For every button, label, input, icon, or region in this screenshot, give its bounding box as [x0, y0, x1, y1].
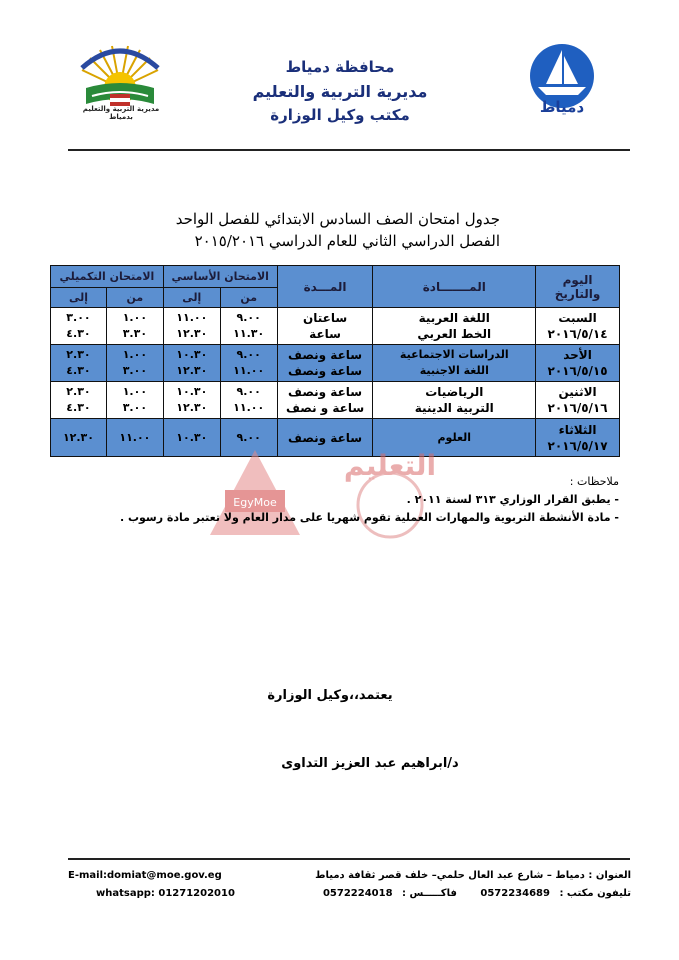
supp-from-cell: ١.٠٠ ٣.٣٠: [106, 308, 163, 345]
header-basic-to: إلى: [163, 288, 220, 308]
schedule-subtitle: الفصل الدراسي الثاني للعام الدراسي ٢٠١٥/٢٠١٦: [194, 232, 500, 250]
day-cell: السبت ٢٠١٦/٥/١٤: [536, 308, 620, 345]
damietta-logo-text: دمياط: [539, 98, 585, 116]
header-basic-from: من: [220, 288, 277, 308]
table-row: [51, 308, 620, 345]
note-1: - يطبق القرار الوزاري ٣١٣ لسنة ٢٠١١ .: [406, 493, 619, 506]
phone-label: تليفون مكتب :: [559, 888, 631, 899]
day-cell: الاثنين ٢٠١٦/٥/١٦: [536, 382, 620, 419]
exam-schedule-table: [50, 265, 620, 457]
fax-number: 0572224018: [322, 888, 393, 899]
basic-to-cell: ١٠.٣٠ ١٢.٣٠: [163, 382, 220, 419]
watermark-right-text: التعليم: [343, 449, 437, 482]
supp-from-cell: ١١.٠٠: [106, 419, 163, 457]
duration-cell: ساعتان ساعة: [277, 308, 373, 345]
fax-label: فاكـــــس :: [402, 888, 457, 899]
footer-email: E-mail:domiat@moe.gov.eg: [68, 870, 222, 881]
supp-to-cell: ٢.٣٠ ٤.٣٠: [51, 345, 107, 382]
note-2: - مادة الأنشطة التربوية والمهارات العملية تقوم شهريا على مدار العام ولا تعتبر مادة رسوب .: [119, 511, 619, 524]
day-cell: الأحد ٢٠١٦/٥/١٥: [536, 345, 620, 382]
header-basic-exam: الامتحان الأساسي: [163, 266, 277, 288]
basic-from-cell: ٩.٠٠ ١١.٣٠: [220, 308, 277, 345]
header-divider: [68, 149, 630, 151]
phone-number: 0572234689: [480, 888, 550, 899]
directorate-logo-caption: مديرية التربية والتعليم بدمياط: [82, 105, 160, 121]
header-subject: المـــــــادة: [373, 266, 536, 308]
supp-from-cell: ١.٠٠ ٣.٠٠: [106, 382, 163, 419]
table-row: [51, 382, 620, 419]
governorate-name: محافظة دمياط: [285, 58, 395, 76]
signatory-name: د/ابراهيم عبد العزيز التداوى: [281, 756, 459, 771]
office-name: مكتب وكيل الوزارة: [270, 106, 410, 124]
footer-divider: [68, 858, 630, 860]
basic-to-cell: ١٠.٣٠: [163, 419, 220, 457]
duration-cell: ساعة ونصف ساعة ونصف: [277, 345, 373, 382]
subject-cell: الرياضيات التربية الدينية: [373, 382, 536, 419]
notes-label: ملاحظات :: [569, 475, 619, 488]
duration-cell: ساعة ونصف: [277, 419, 373, 457]
duration-cell: ساعة ونصف ساعة و نصف: [277, 382, 373, 419]
supp-to-cell: ٣.٠٠ ٤.٣٠: [51, 308, 107, 345]
day-cell: الثلاثاء ٢٠١٦/٥/١٧: [536, 419, 620, 457]
header-supp-to: إلى: [51, 288, 107, 308]
header-duration: المـــدة: [277, 266, 373, 308]
directorate-name: مديرية التربية والتعليم: [252, 82, 428, 101]
footer-phones: [317, 888, 631, 899]
supp-to-cell: ١٢.٣٠: [51, 419, 107, 457]
basic-to-cell: ١٠.٣٠ ١٢.٣٠: [163, 345, 220, 382]
header-supplementary-exam: الامتحان التكميلي: [51, 266, 164, 288]
footer-whatsapp: whatsapp: 01271202010: [96, 888, 235, 899]
basic-to-cell: ١١.٠٠ ١٢.٣٠: [163, 308, 220, 345]
subject-cell: اللغة العربية الخط العربي: [373, 308, 536, 345]
basic-from-cell: ٩.٠٠ ١١.٠٠: [220, 382, 277, 419]
supp-from-cell: ١.٠٠ ٣.٠٠: [106, 345, 163, 382]
header-supp-from: من: [106, 288, 163, 308]
subject-cell: الدراسات الاجتماعية اللغة الاجنبية: [373, 345, 536, 382]
footer-address: العنوان : دمياط – شارع عبد العال حلمي– خلف قصر ثقافة دمياط: [315, 870, 631, 881]
header-day-date: اليوم والتاريخ: [536, 266, 620, 308]
subject-cell: العلوم: [373, 419, 536, 457]
schedule-title: جدول امتحان الصف السادس الابتدائي للفصل الواحد: [175, 210, 500, 228]
table-row: [51, 345, 620, 382]
approval-line: يعتمد،،وكيل الوزارة: [267, 688, 393, 703]
watermark-left-text: EgyMoe: [233, 496, 277, 509]
basic-from-cell: ٩.٠٠: [220, 419, 277, 457]
supp-to-cell: ٢.٣٠ ٤.٣٠: [51, 382, 107, 419]
basic-from-cell: ٩.٠٠ ١١.٠٠: [220, 345, 277, 382]
